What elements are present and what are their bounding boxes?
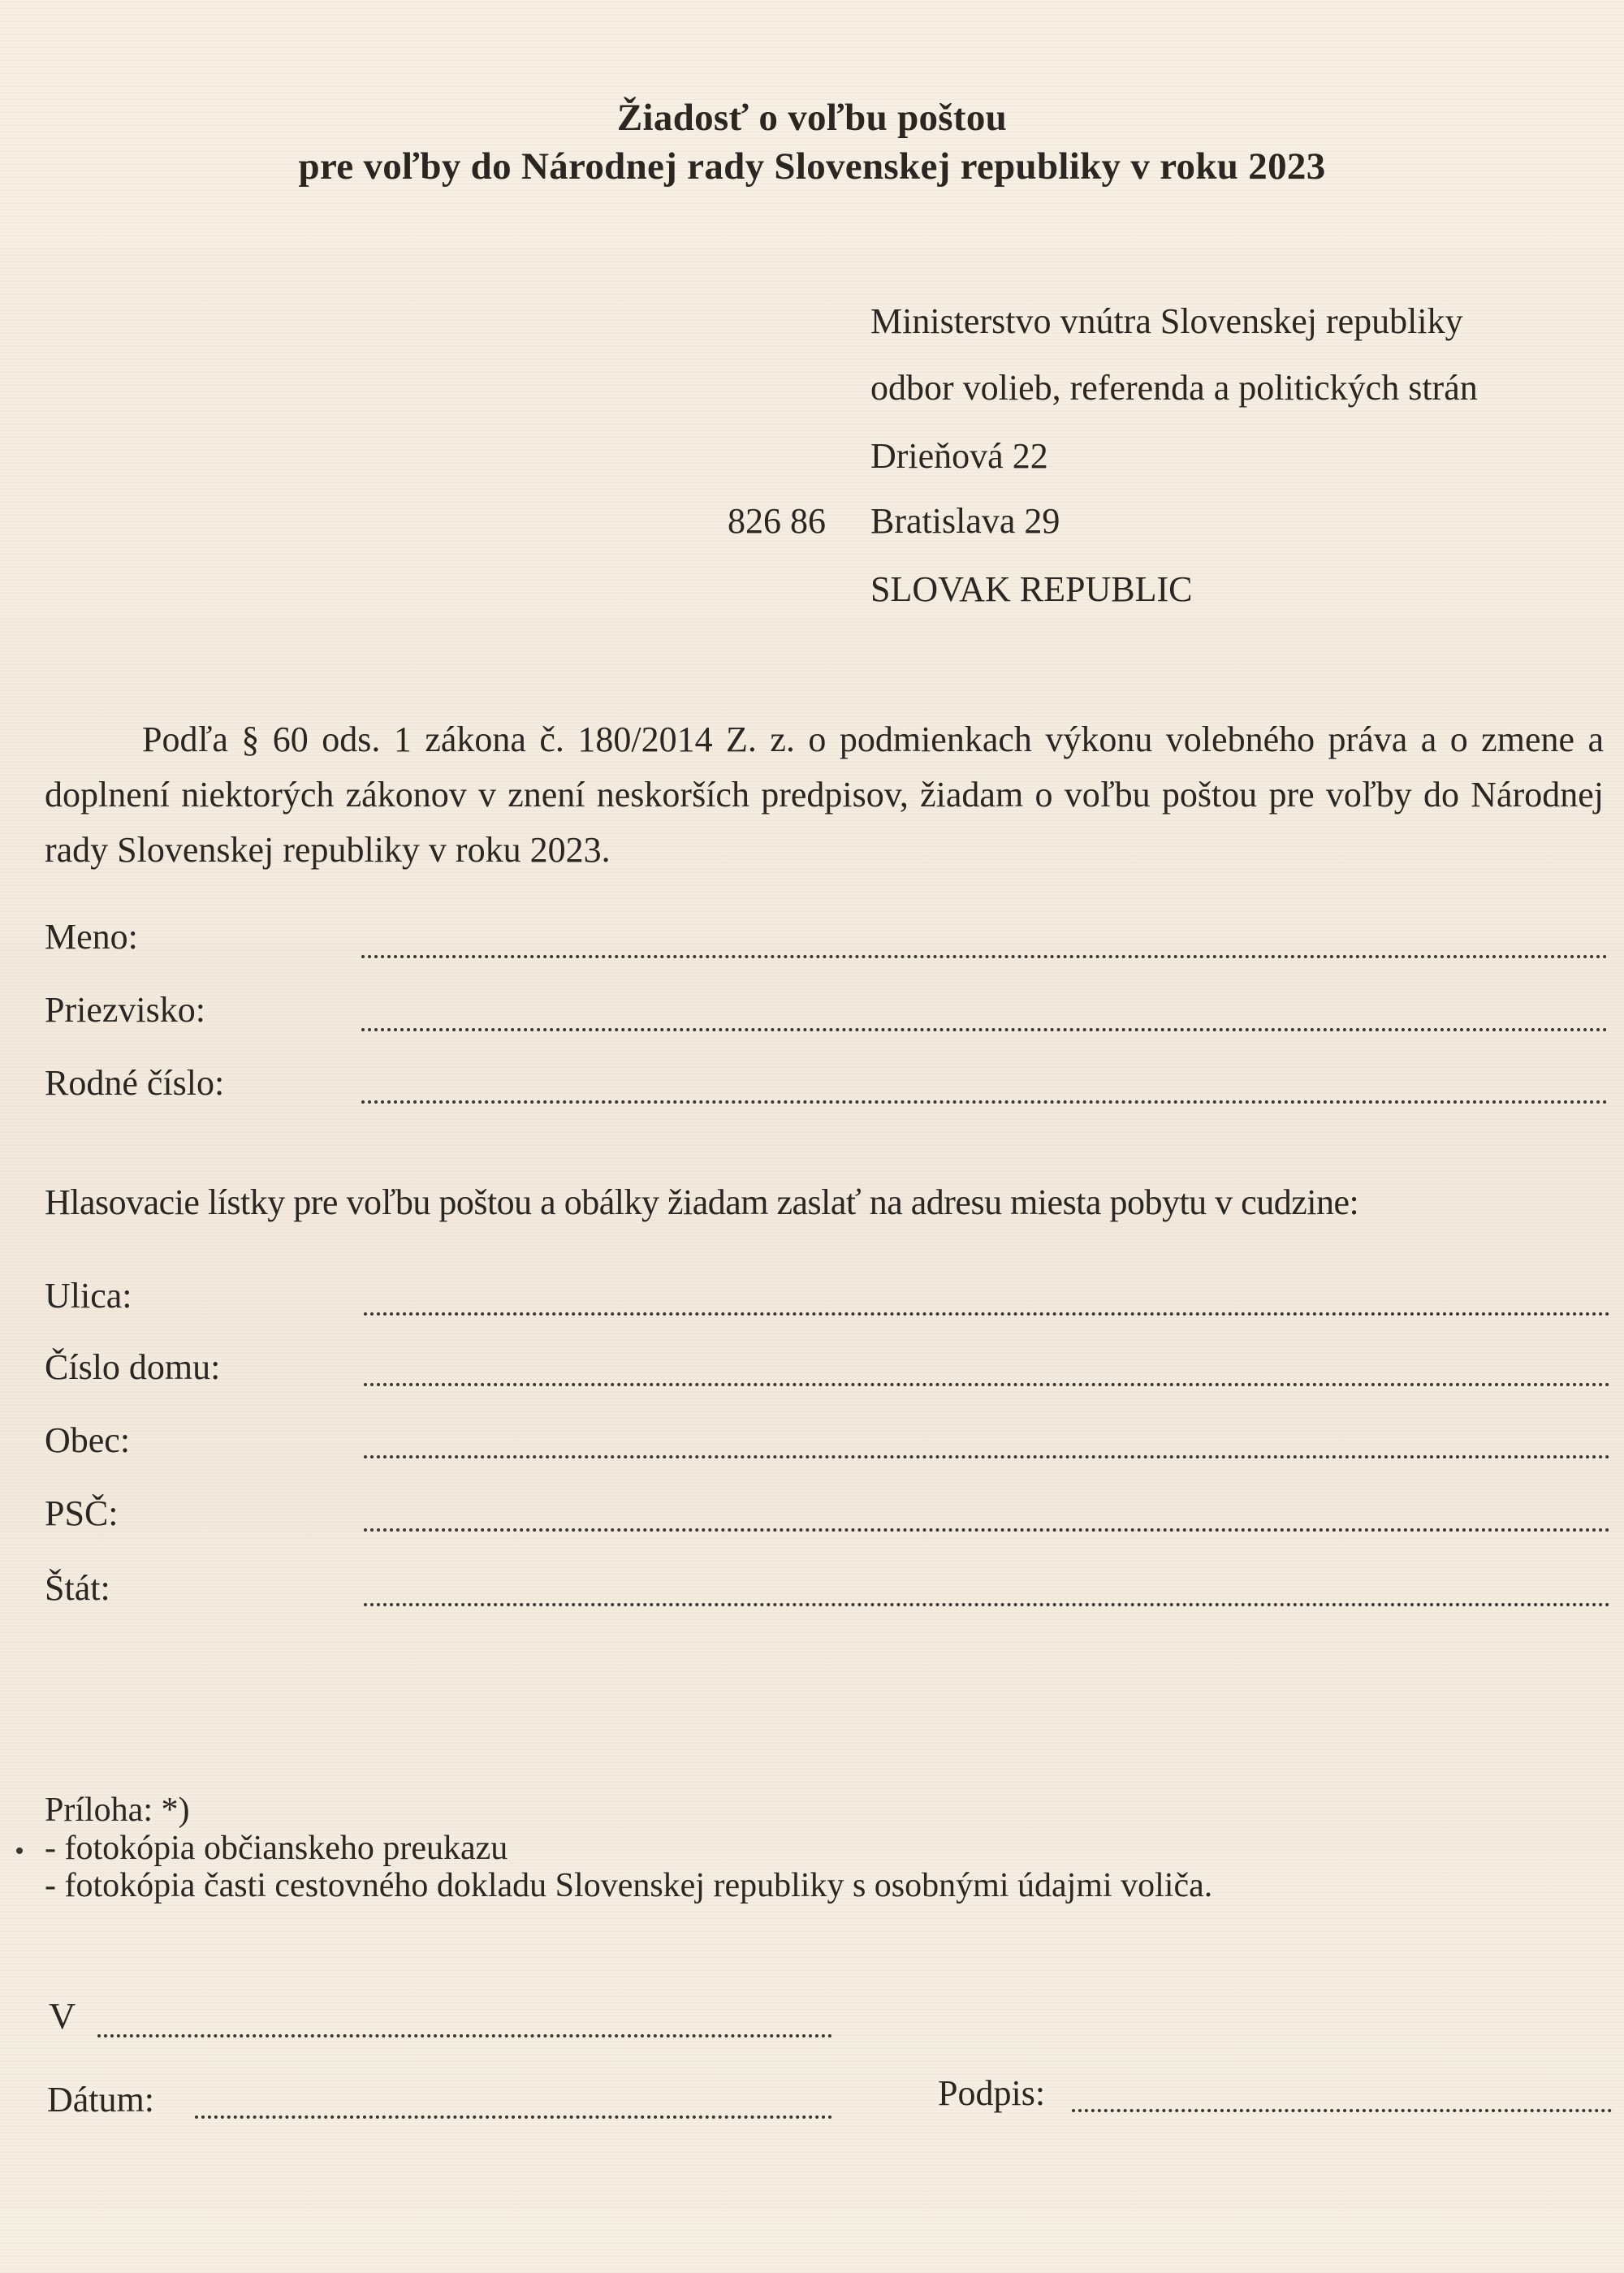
recipient-city: Bratislava 29 (870, 501, 1060, 541)
label-obec: Obec: (45, 1420, 131, 1460)
label-ulica: Ulica: (45, 1276, 132, 1316)
field-rodne-cislo[interactable] (361, 1100, 1608, 1104)
field-priezvisko[interactable] (361, 1028, 1608, 1031)
address-sentence: Hlasovacie lístky pre voľbu poštou a obálky žiadam zaslať na adresu miesta pobytu v cudzine: (45, 1182, 1359, 1222)
annex-bullet-mark (16, 1847, 23, 1854)
label-cislo-domu: Číslo domu: (45, 1347, 221, 1387)
recipient-line-1: Ministerstvo vnútra Slovenskej republiky (870, 301, 1463, 341)
intro-paragraph (45, 712, 1604, 878)
annex-item-1: - fotokópia občianskeho preukazu (45, 1830, 508, 1867)
annex-item-2: - fotokópia časti cestovného dokladu Slovenskej republiky s osobnými údajmi voliča. (45, 1867, 1213, 1904)
field-obec[interactable] (364, 1455, 1610, 1458)
label-psc: PSČ: (45, 1493, 119, 1533)
recipient-zip: 826 86 (728, 501, 826, 541)
field-signature[interactable] (1072, 2109, 1612, 2112)
annex-heading: Príloha: *) (45, 1791, 190, 1829)
field-meno[interactable] (361, 955, 1608, 958)
intro-text: Podľa § 60 ods. 1 zákona č. 180/2014 Z. z. o podmienkach výkonu volebného práva a o zmene a doplnení niektorých zákonov v znení neskorších predpisov, žiadam o voľbu poštou pre voľby do Národnej rady Slovenskej republiky v roku 2023. (45, 719, 1604, 870)
recipient-country: SLOVAK REPUBLIC (870, 569, 1193, 609)
label-rodne-cislo: Rodné číslo: (45, 1063, 225, 1103)
label-meno: Meno: (45, 917, 138, 957)
field-ulica[interactable] (364, 1312, 1610, 1316)
label-place: V (49, 1995, 76, 2037)
recipient-street: Drieňová 22 (870, 436, 1048, 476)
field-date[interactable] (195, 2115, 832, 2119)
label-stat: Štát: (45, 1568, 110, 1608)
form-title: Žiadosť o voľbu poštou (616, 97, 1008, 139)
recipient-line-2: odbor volieb, referenda a politických strán (870, 368, 1478, 408)
label-date: Dátum: (47, 2080, 154, 2120)
label-signature: Podpis: (938, 2073, 1046, 2113)
field-psc[interactable] (364, 1528, 1610, 1532)
form-subtitle: pre voľby do Národnej rady Slovenskej republiky v roku 2023 (298, 145, 1326, 188)
field-place[interactable] (97, 2034, 832, 2037)
label-priezvisko: Priezvisko: (45, 990, 205, 1030)
field-stat[interactable] (364, 1603, 1610, 1606)
field-cislo-domu[interactable] (364, 1383, 1610, 1386)
